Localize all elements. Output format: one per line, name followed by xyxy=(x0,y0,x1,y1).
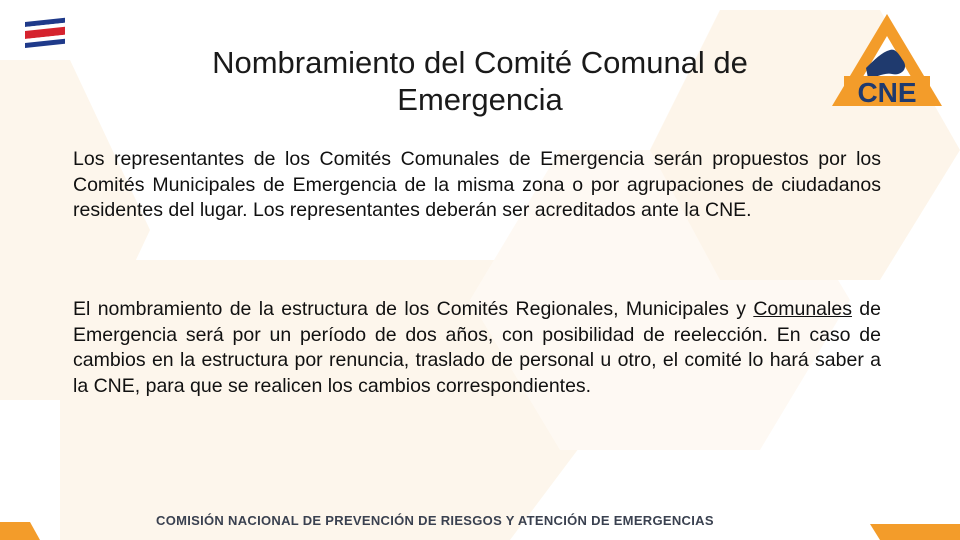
paragraph-text: El nombramiento de la estructura de los Comités Regionales, Municipales y xyxy=(73,298,754,320)
footer-banner xyxy=(0,508,960,540)
paragraph-text: de Emergencia será por un período de dos años, con posibilidad de reelección. En caso de cambios en la estructura por renuncia, traslado de personal u otro, el comité lo hará saber a la CNE, para que se realicen los cambios correspondientes. xyxy=(73,298,881,397)
paragraph-appointment xyxy=(73,297,881,399)
svg-text:CNE: CNE xyxy=(857,77,917,108)
underlined-word: Comunales xyxy=(753,298,852,320)
cne-logo xyxy=(830,12,944,110)
page-title: Nombramiento del Comité Comunal de Emergencia xyxy=(212,45,748,117)
paragraph-representatives: Los representantes de los Comités Comunales de Emergencia serán propuestos por los Comités Municipales de Emergencia de la misma zona o por agrupaciones de ciudadanos residentes del lugar. Los representantes deberán ser acreditados ante la CNE. xyxy=(73,148,881,221)
costa-rica-flag-icon xyxy=(25,17,65,49)
cne-logo-icon xyxy=(830,12,944,110)
footer-text: COMISIÓN NACIONAL DE PREVENCIÓN DE RIESGOS Y ATENCIÓN DE EMERGENCIAS xyxy=(156,513,714,528)
